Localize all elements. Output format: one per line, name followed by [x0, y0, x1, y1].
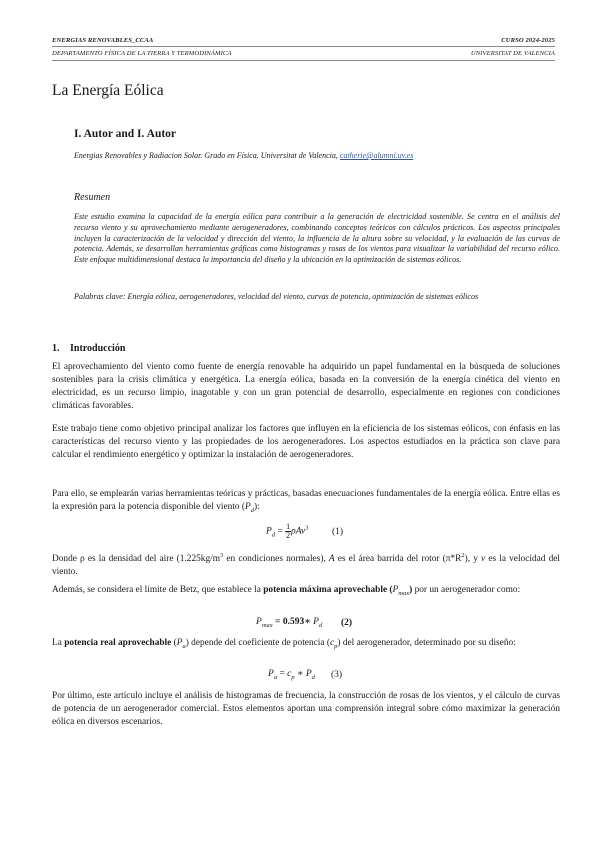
section-title: Introducción: [70, 343, 126, 354]
header-rule-top: [52, 46, 555, 47]
keywords: [74, 292, 560, 303]
equation-3: $P_a = c_p$ ∗ $P_d$: [268, 669, 315, 681]
keywords-label: Palabras clave:: [74, 292, 126, 301]
header-department: DEPARTAMENTO FÍSICA DE LA TIERRA Y TERMODINÁMICA: [52, 50, 232, 57]
paragraph-3: Para ello, se emplearán varias herramientas teóricas y prácticas, basadas enecuaciones fundamentales de la energía eólica. Entre ellas es la expresión para la potencia disponible del viento $(P_d)$:: [52, 489, 560, 514]
equation-2: $P_{max}$ = 0.593∗ $P_d$: [256, 617, 323, 629]
affiliation-text: Energias Renovables y Radiacion Solar. Grado en Física. Universitat de Valencia,: [74, 151, 338, 160]
section-number: 1.: [52, 343, 60, 354]
paper-title: La Energía Eólica: [52, 82, 164, 99]
equation-1: $P_d$ = $\frac{1}{2}$ ρAv$^3$: [266, 522, 309, 540]
header-journal: ENERGIAS RENOVABLES_CCAA: [52, 37, 154, 44]
paragraph-4: Donde ρ es la densidad del aire ($1.225kg/m^3$ en condiciones normales), A es el área barrida del rotor $(\pi*R^2)$, y v es la velocidad del viento.: [52, 552, 560, 578]
paragraph-1: El aprovechamiento del viento como fuente de energía renovable ha adquirido un papel fundamental en la búsqueda de soluciones sostenibles para la crisis climática y energética. La energía eólica, basada en la conversión de la energía cinética del viento en electricidad, es un recurso limpio, inagotable y con un gran potencial de desarrollo, especialmente en regiones con condiciones climáticas favorables.: [52, 362, 560, 411]
section-heading: [52, 343, 125, 354]
equation-2-label: (2): [341, 618, 353, 628]
header-rule-bottom: [52, 60, 555, 61]
equation-1-label: (1): [332, 527, 344, 537]
keywords-list: Energía eólica, aerogeneradores, velocidad del viento, curvas de potencia, optimización de sistemas eólicos: [127, 292, 479, 301]
paragraph-2: Este trabajo tiene como objetivo principal analizar los factores que influyen en la eficiencia de los sistemas eólicos, con énfasis en las características del recurso viento y las propiedades de los aerogeneradores. Los aspectos estudiados en la práctica son clave para calcular el rendimiento energético y optimizar la instalación de aerogeneradores.: [52, 424, 560, 460]
affiliation: [74, 151, 554, 160]
paragraph-5: Además, se considera el límite de Betz, que establece la potencia máxima aprovechable $(P_{max})$ por un aerogenerador como:: [52, 585, 521, 597]
paragraph-7: Por último, este artículo incluye el análisis de histogramas de frecuencia, la construcción de rosas de los vientos, y el cálculo de curvas de potencia de un aerogenerador comercial. Estos elementos aportan una comprensión integral sobre cómo maximizar la generación eólica en diversos escenarios.: [52, 691, 560, 727]
equation-3-label: (3): [331, 670, 343, 680]
paragraph-6: La potencia real aprovechable $(P_a)$ depende del coeficiente de potencia $(c_p)$ del aerogenerador, determinado por su diseño:: [52, 638, 516, 650]
header-course: CURSO 2024-2025: [501, 37, 555, 44]
author-email-link[interactable]: catherie@alumni.uv.es: [339, 151, 414, 160]
fraction-half: $\frac{1}{2}$: [286, 522, 291, 540]
authors: I. Autor and I. Autor: [74, 128, 177, 140]
abstract-body: Este estudio examina la capacidad de la energía eólica para contribuir a la generación de electricidad sostenible. Se centra en el análisis del recurso viento y su aprovechamiento mediante aerogeneradores, combinando conceptos teóricos con cálculos prácticos. Los aspectos principales incluyen la caracterización de la velocidad y dirección del viento, la influencia de la altura sobre su velocidad, y la evaluación de las curvas de potencia. Además, se desarrollan herramientas gráficas como histogramas y rosas de los vientos para visualizar la variabilidad del recurso eólico. Este enfoque multidimensional destaca la importancia del diseño y la ubicación en la optimización de sistemas eólicos.: [74, 212, 560, 265]
header-university: UNIVERSITAT DE VALENCIA: [470, 50, 555, 57]
abstract-heading: Resumen: [74, 192, 111, 203]
